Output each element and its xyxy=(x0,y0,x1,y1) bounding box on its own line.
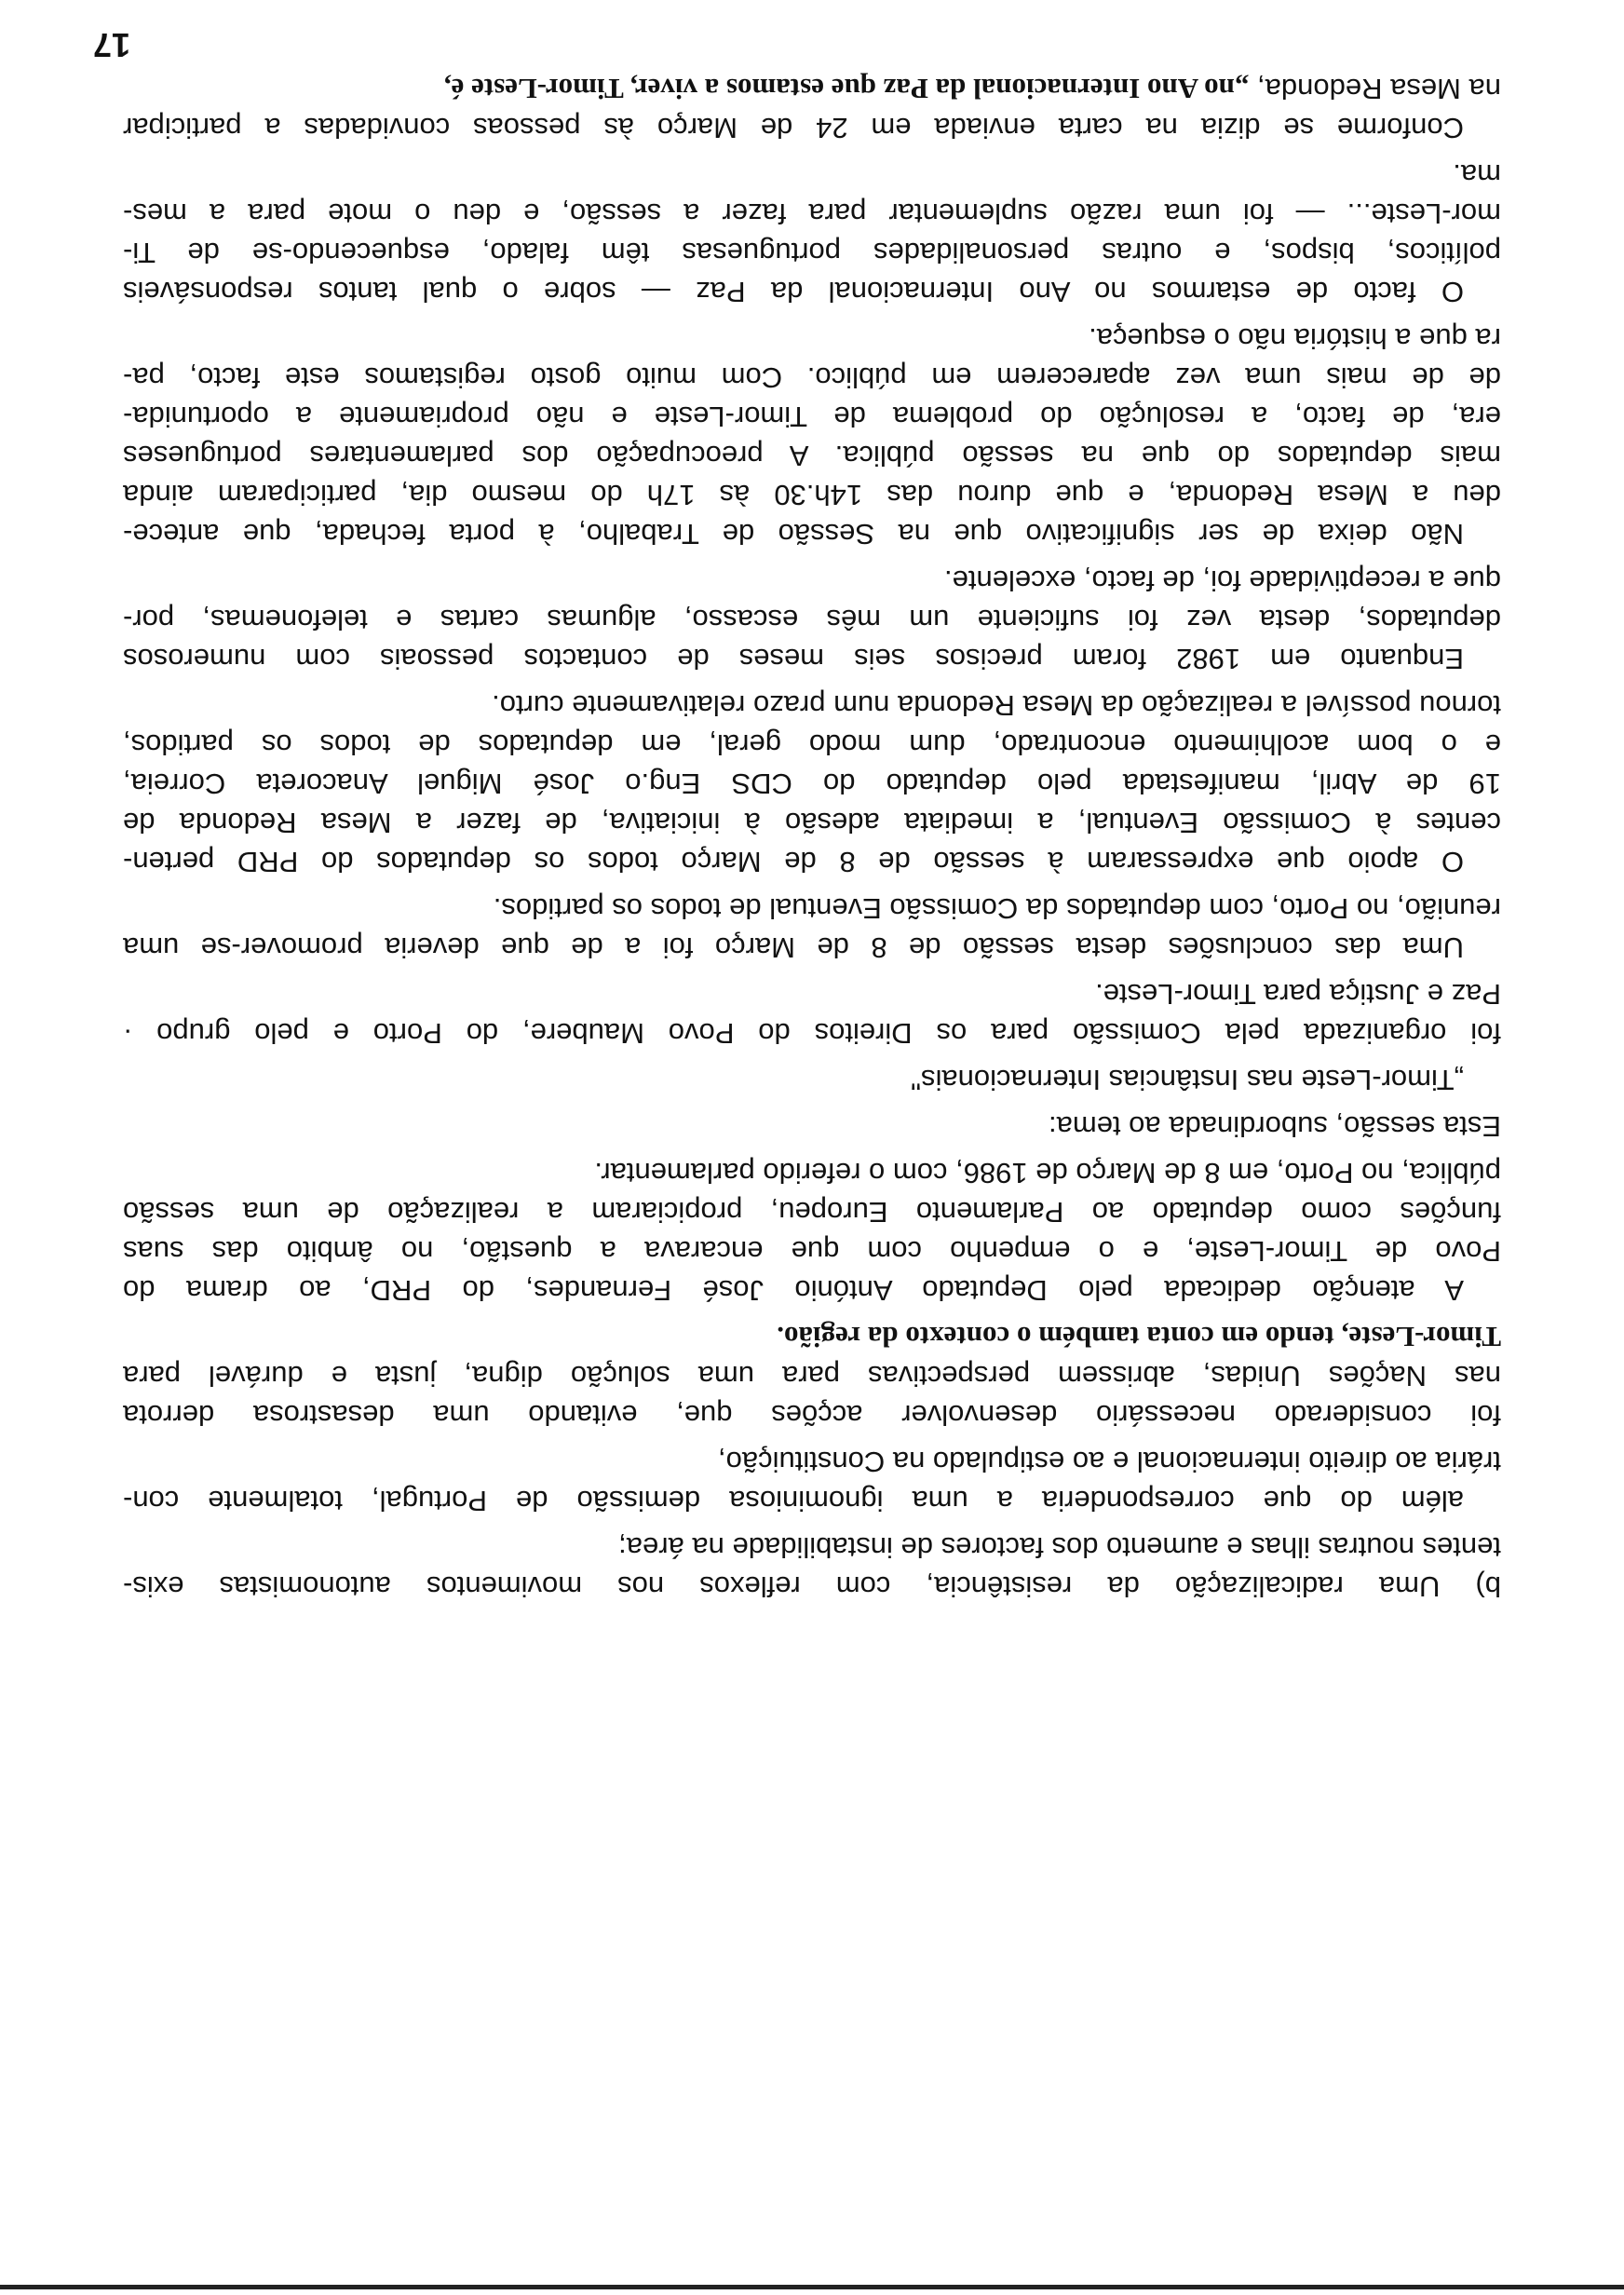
text-line: tentes noutras ilhas e aumento dos factores de instabilidade na área; xyxy=(618,1531,1501,1564)
paragraph xyxy=(123,1317,1501,1434)
paragraph xyxy=(123,319,1501,553)
text-line: Não deixa de ser significativo que na Sessão de Trabalho, à porta fechada, que antece- xyxy=(123,518,1464,550)
text-line: O facto de estarmos no Ano Internacional da Paz — sobre o qual tantos responsáveis xyxy=(123,276,1464,308)
text-line: e o bom acolhimento encontrado, dum modo geral, em deputados de todos os partidos, xyxy=(123,728,1501,761)
text-line: políticos, bispos, e outras personalidades portuguesas têm falado, esquecendo-se de Ti- xyxy=(123,237,1501,269)
text-line: deu a Mesa Redonda, e que durou das 14h.30 às 17h do mesmo dia, participaram ainda xyxy=(123,479,1501,511)
paragraph xyxy=(123,1107,1501,1146)
paragraph xyxy=(123,1528,1501,1606)
text-line: Enquanto em 1982 foram precisos seis meses de contactos pessoais com numerosos xyxy=(123,643,1464,675)
text-line: nas Nações Unidas, abrissem perspectivas para uma solução digna, justa e durável para xyxy=(123,1360,1501,1392)
text-line xyxy=(123,69,1501,108)
text-line: ra que a história não o esqueça. xyxy=(1089,322,1501,355)
paragraph xyxy=(123,155,1501,311)
text-line: „Timor-Leste nas Instâncias Internacionais" xyxy=(911,1064,1464,1096)
text-line: mor-Leste... — foi uma razão suplementar para fazer a sessão, e deu o mote para a mes- xyxy=(123,197,1501,230)
text-line: ma. xyxy=(1453,158,1501,191)
paragraph xyxy=(123,686,1501,881)
paragraph xyxy=(123,974,1501,1052)
text-line: além do que corresponderia a uma ignominiosa demissão de Portugal, totalmente con- xyxy=(123,1485,1464,1517)
text-line: Povo de Timor-Leste, e o empenho com que encarava a questão, no âmbito das suas xyxy=(123,1235,1501,1268)
text-line: 19 de Abril, manifestada pelo deputado do CDS Eng.o José Miguel Anacoreta Correia, xyxy=(123,767,1501,800)
text-line: centes à Comissão Eventual, a imediata adesão à iniciativa, de fazer a Mesa Redonda de xyxy=(123,807,1501,839)
paragraph xyxy=(123,1060,1501,1099)
paragraph xyxy=(123,69,1501,147)
text-line: Uma das conclusões desta sessão de 8 de Março foi a de que deveria promover-se uma xyxy=(123,931,1464,964)
text-line: era, de facto, a resolução do problema de Timor-Leste e não propriamente a oportunida- xyxy=(123,401,1501,433)
page-number: 17 xyxy=(93,26,131,64)
text-line: A atenção dedicada pelo Deputado António José Fernandes, do PRD, ao drama do xyxy=(123,1274,1464,1307)
text-line: que a receptividade foi, de facto, excelente. xyxy=(943,564,1501,597)
text-line: Timor-Leste, tendo em conta também o contexto da região. xyxy=(777,1321,1501,1353)
text-line: b) Uma radicalização da resistência, com reflexos nos movimentos autonomistas exis- xyxy=(123,1570,1501,1603)
quote-bold: „no Ano Internacional da Paz que estamos a viver, Timor-Leste é, xyxy=(443,73,1250,105)
scan-edge-line xyxy=(0,2285,1624,2289)
paragraph xyxy=(123,1442,1501,1520)
text-line: pública, no Porto, em 8 de Março de 1986, com o referido parlamentar. xyxy=(594,1157,1501,1189)
text-plain: na Mesa Redonda, xyxy=(1249,73,1501,105)
text-line: reunião, no Porto, com deputados da Comissão Eventual de todos os partidos. xyxy=(493,892,1501,925)
text-line: deputados, desta vez foi suficiente um mês escasso, algumas cartas e telefonemas, por- xyxy=(123,604,1501,636)
text-line: foi organizada pela Comissão para os Direitos do Povo Maubere, do Porto e pelo grupo · xyxy=(123,1017,1501,1050)
text-line: tornou possível a realização da Mesa Redonda num prazo relativamente curto. xyxy=(492,689,1501,722)
paragraph xyxy=(123,889,1501,967)
text-line: foi considerado necessário desenvolver acções que, evitando uma desastrosa derrota xyxy=(123,1399,1501,1432)
text-line: Paz e Justiça para Timor-Leste. xyxy=(1095,978,1501,1011)
paragraph xyxy=(123,561,1501,678)
text-line: O apoio que expressaram à sessão de 8 de Março todos os deputados do PRD perten- xyxy=(123,846,1464,878)
text-line: de de mais uma vez aparecerem em público. Com muito gosto registamos este facto, pa- xyxy=(123,361,1501,394)
text-line: mais deputados do que na sessão pública. A preocupação dos parlamentares portugueses xyxy=(123,440,1501,472)
text-line: funções como deputado ao Parlamento Europeu, propiciaram a realização de uma sessão xyxy=(123,1196,1501,1229)
text-line: Esta sessão, subordinada ao tema: xyxy=(1049,1110,1501,1143)
paragraph xyxy=(123,1153,1501,1310)
text-line: Conforme se dizia na carta enviada em 24 de Março às pessoas convidadas a participar xyxy=(123,112,1464,144)
body-text xyxy=(123,61,1501,1606)
text-line: trária ao direito internacional e ao estipulado na Constituição, xyxy=(718,1446,1501,1478)
